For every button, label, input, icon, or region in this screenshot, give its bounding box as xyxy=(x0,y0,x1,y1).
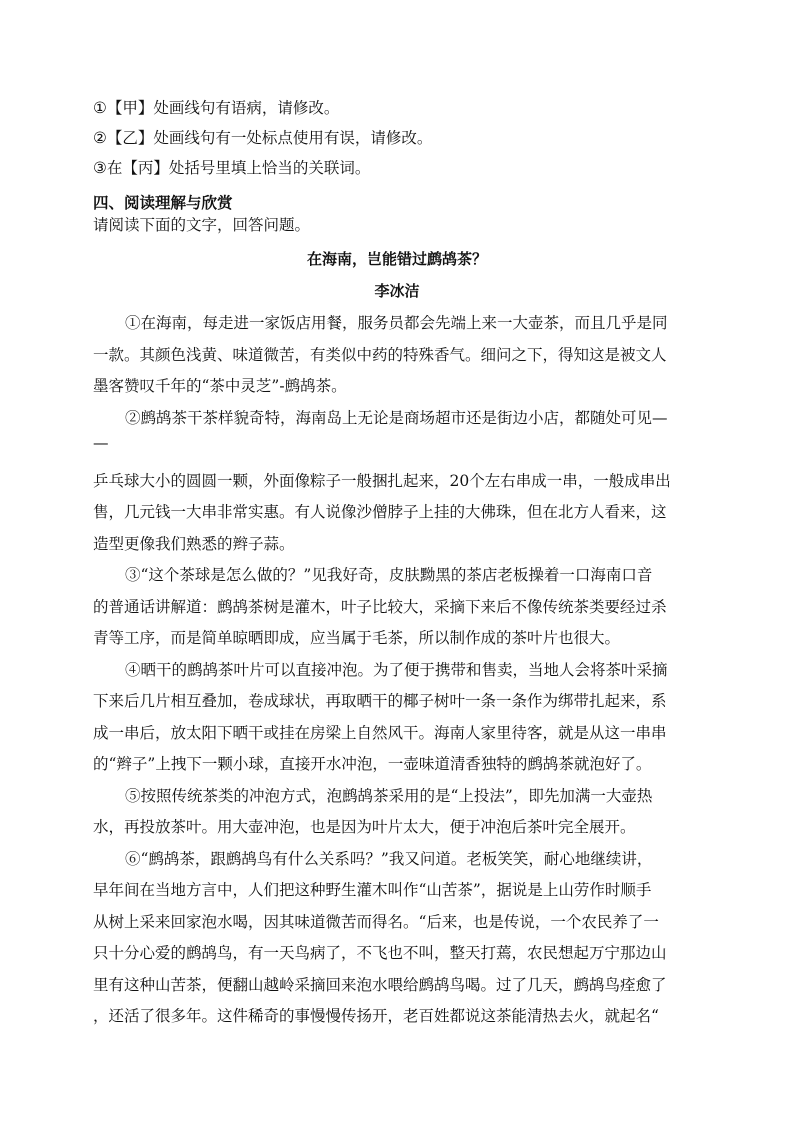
body-line: 成一串后，放太阳下晒干或挂在房梁上自然风干。海南人家里待客，就是从这一串串 xyxy=(93,724,667,742)
question-3: ③在【丙】处括号里填上恰当的关联词。 xyxy=(93,159,371,177)
body-line: 里有这种山苦茶，便翻山越岭采摘回来泡水喂给鹧鸪鸟喝。过了几天，鹧鸪鸟痊愈了 xyxy=(93,976,667,994)
body-line: 的“辫子”上拽下一颗小球，直接开水冲泡，一壶味道清香独特的鹧鸪茶就泡好了。 xyxy=(93,755,652,773)
body-line: — xyxy=(93,434,109,452)
section-heading: 四、阅读理解与欣赏 xyxy=(93,194,233,212)
body-line: 售，几元钱一大串非常实惠。有人说像沙僧脖子上挂的大佛珠，但在北方人看来，这 xyxy=(93,503,667,521)
question-1: ①【甲】处画线句有语病，请修改。 xyxy=(93,99,340,117)
body-line: 青等工序，而是简单晾晒即成，应当属于毛茶，所以制作成的茶叶片也很大。 xyxy=(93,629,621,647)
body-line: ③“这个茶球是怎么做的？”见我好奇，皮肤黝黑的茶店老板操着一口海南口音 xyxy=(125,566,653,584)
section-instruction: 请阅读下面的文字，回答问题。 xyxy=(93,216,311,234)
body-line: 乒乓球大小的圆圆一颗，外面像粽子一般捆扎起来，20个左右串成一串，一般成串出 xyxy=(93,472,671,490)
body-line: ④晒干的鹧鸪茶叶片可以直接冲泡。为了便于携带和售卖，当地人会将茶叶采摘 xyxy=(125,661,668,679)
body-line: 水，再投放茶叶。用大壶冲泡，也是因为叶片太大，便于冲泡后茶叶完全展开。 xyxy=(93,818,636,836)
question-2: ②【乙】处画线句有一处标点使用有误，请修改。 xyxy=(93,129,433,147)
body-line: ⑥“鹧鸪茶，跟鹧鸪鸟有什么关系吗？”我又问道。老板笑笑，耐心地继续讲， xyxy=(125,850,653,868)
body-line: 下来后几片相互叠加，卷成球状，再取晒干的椰子树叶一条一条作为绑带扎起来，系 xyxy=(93,692,667,710)
article-author: 李冰洁 xyxy=(374,282,420,300)
body-line: 早年间在当地方言中，人们把这种野生灌木叫作“山苦茶”，据说是上山劳作时顺手 xyxy=(93,881,652,899)
body-line: 墨客赞叹千年的“茶中灵芝”-鹧鸪茶。 xyxy=(93,377,347,395)
body-line: 一款。其颜色浅黄、味道微苦，有类似中药的特殊香气。细问之下，得知这是被文人 xyxy=(93,346,667,364)
body-line: ，还活了很多年。这件稀奇的事慢慢传扬开，老百姓都说这茶能清热去火，就起名“ xyxy=(93,1007,659,1025)
body-line: 从树上采来回家泡水喝，因其味道微苦而得名。“后来，也是传说，一个农民养了一 xyxy=(93,913,659,931)
body-line: 造型更像我们熟悉的辫子蒜。 xyxy=(93,535,295,553)
article-title: 在海南，岂能错过鹧鸪茶？ xyxy=(306,250,487,268)
body-line: ①在海南，每走进一家饭店用餐，服务员都会先端上来一大壶茶，而且几乎是同 xyxy=(125,314,668,332)
body-line: 只十分心爱的鹧鸪鸟，有一天鸟病了，不飞也不叫，整天打蔫，农民想起万宁那边山 xyxy=(93,944,667,962)
body-line: ②鹧鸪茶干茶样貌奇特，海南岛上无论是商场超市还是街边小店，都随处可见— xyxy=(125,409,668,427)
body-line: 的普通话讲解道：鹧鸪茶树是灌木，叶子比较大，采摘下来后不像传统茶类要经过杀 xyxy=(93,598,667,616)
body-line: ⑤按照传统茶类的冲泡方式，泡鹧鸪茶采用的是“上投法”，即先加满一大壶热 xyxy=(125,787,653,805)
